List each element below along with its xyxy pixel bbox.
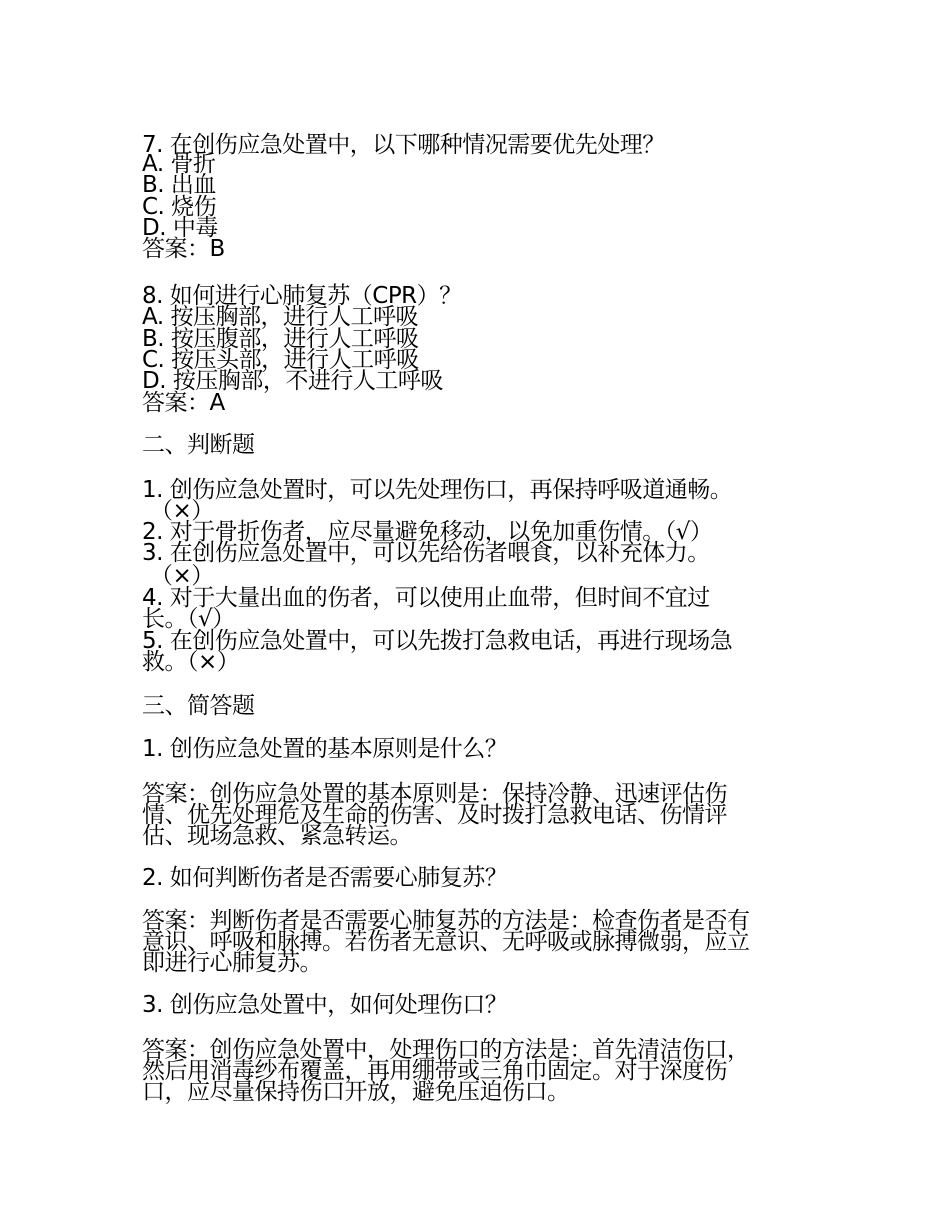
- answer-line: 情、优先处理危及生命的伤害、及时拨打急救电话、伤情评: [142, 802, 727, 828]
- section-heading: 二、判断题: [142, 432, 255, 458]
- judge-line: 1. 创伤应急处置时，可以先处理伤口，再保持呼吸道通畅。: [142, 477, 733, 503]
- section-heading: 三、简答题: [142, 693, 255, 719]
- answer-line: 即进行心肺复苏。: [142, 950, 322, 976]
- judge-line: 2. 对于骨折伤者，应尽量避免移动，以免加重伤情。（√）: [142, 519, 713, 545]
- short-question: 2. 如何判断伤者是否需要心肺复苏？: [142, 865, 508, 891]
- option: B. 按压腹部，进行人工呼吸: [142, 326, 419, 352]
- answer-line: 答案：创伤应急处置中，处理伤口的方法是：首先清洁伤口，: [142, 1037, 750, 1063]
- question-7: 7. 在创伤应急处置中，以下哪种情况需要优先处理？: [142, 132, 665, 158]
- option: C. 按压头部，进行人工呼吸: [142, 347, 419, 373]
- option: D. 中毒: [142, 215, 218, 241]
- option: A. 骨折: [142, 151, 216, 177]
- answer-line: 意识、呼吸和脉搏。若伤者无意识、无呼吸或脉搏微弱，应立: [142, 929, 750, 955]
- answer-line: 答案：创伤应急处置的基本原则是：保持冷静、迅速评估伤: [142, 781, 727, 807]
- short-question: 3. 创伤应急处置中，如何处理伤口？: [142, 992, 508, 1018]
- option: C. 烧伤: [142, 194, 217, 220]
- judge-line: 救。（×）: [142, 649, 240, 675]
- answer-line: 口，应尽量保持伤口开放，避免压迫伤口。: [142, 1079, 570, 1105]
- question-8: 8. 如何进行心肺复苏（CPR）？: [142, 283, 462, 309]
- judge-line: （×）: [150, 563, 214, 589]
- judge-line: 5. 在创伤应急处置中，可以先拨打急救电话，再进行现场急: [142, 628, 733, 654]
- answer-line: 答案：判断伤者是否需要心肺复苏的方法是：检查伤者是否有: [142, 908, 750, 934]
- judge-line: 3. 在创伤应急处置中，可以先给伤者喂食，以补充体力。: [142, 540, 710, 566]
- judge-line: 长。（√）: [142, 606, 235, 632]
- short-question: 1. 创伤应急处置的基本原则是什么？: [142, 736, 508, 762]
- answer: 答案：A: [142, 390, 225, 416]
- option: D. 按压胸部，不进行人工呼吸: [142, 368, 443, 394]
- option: B. 出血: [142, 172, 216, 198]
- answer: 答案：B: [142, 236, 225, 262]
- option: A. 按压胸部，进行人工呼吸: [142, 304, 418, 330]
- answer-line: 估、现场急救、紧急转运。: [142, 823, 412, 849]
- judge-line: （×）: [150, 498, 214, 524]
- answer-line: 然后用消毒纱布覆盖，再用绷带或三角巾固定。对于深度伤: [142, 1058, 727, 1084]
- judge-line: 4. 对于大量出血的伤者，可以使用止血带，但时间不宜过: [142, 585, 710, 611]
